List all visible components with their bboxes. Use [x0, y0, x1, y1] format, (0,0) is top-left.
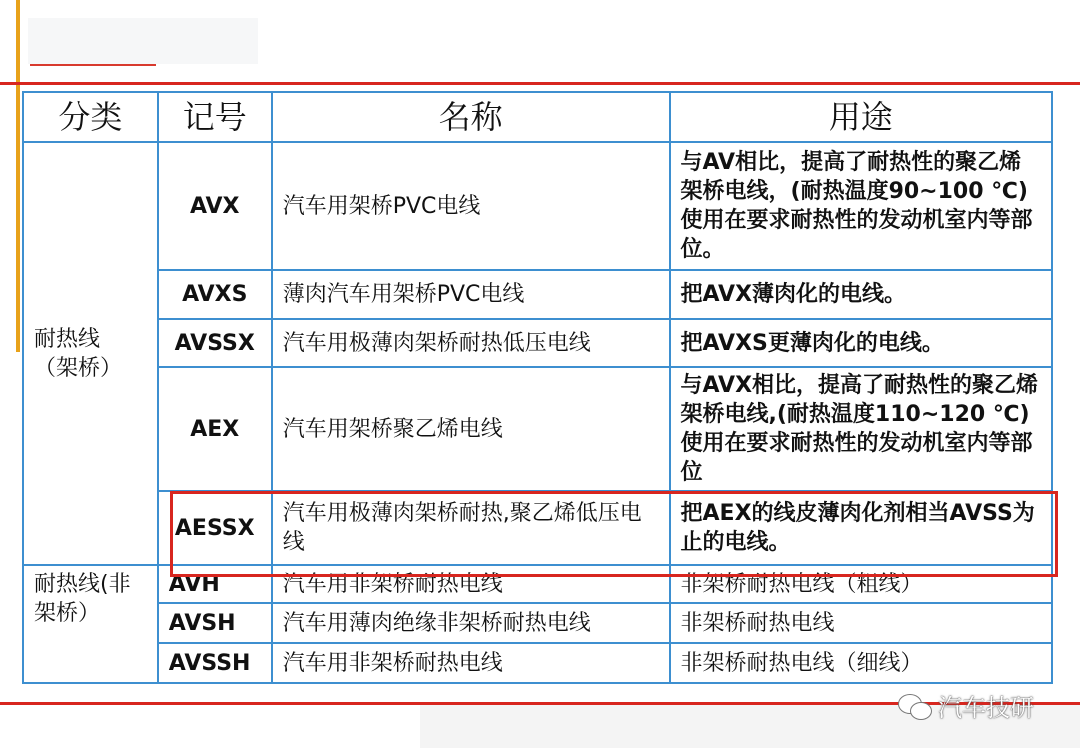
row-use: 与AVX相比，提高了耐热性的聚乙烯架桥电线,(耐热温度110~120 ℃)使用在要求耐热性的发动机室内等部位 [670, 367, 1052, 491]
header-use: 用途 [670, 92, 1052, 142]
header-code: 记号 [158, 92, 272, 142]
row-use: 非架桥耐热电线 [670, 603, 1052, 643]
table-row-highlighted [23, 491, 1052, 565]
decorative-top-red-line [0, 82, 1080, 85]
row-use: 与AV相比，提高了耐热性的聚乙烯架桥电线，(耐热温度90~100 ℃)使用在要求耐热性的发动机室内等部位。 [670, 142, 1052, 270]
row-code: AVSSH [158, 643, 272, 683]
table-row [23, 142, 1052, 270]
watermark-text: 汽车技研 [938, 694, 1034, 722]
wire-types-table [22, 91, 1053, 684]
title-placeholder-box [28, 18, 258, 64]
row-code: AESSX [158, 491, 272, 565]
row-name: 汽车用非架桥耐热电线 [272, 643, 670, 683]
table-row [23, 565, 1052, 603]
row-use: 非架桥耐热电线（粗线） [670, 565, 1052, 603]
row-use: 把AVXS更薄肉化的电线。 [670, 319, 1052, 367]
table-row [23, 270, 1052, 319]
row-code: AVXS [158, 270, 272, 319]
row-name: 汽车用非架桥耐热电线 [272, 565, 670, 603]
row-name: 汽车用极薄肉架桥耐热,聚乙烯低压电线 [272, 491, 670, 565]
wechat-icon [898, 692, 932, 720]
category-cross-linked: 耐热线 （架桥） [23, 142, 158, 565]
row-name: 汽车用极薄肉架桥耐热低压电线 [272, 319, 670, 367]
watermark [898, 688, 1034, 723]
row-code: AVSSX [158, 319, 272, 367]
row-name: 薄肉汽车用架桥PVC电线 [272, 270, 670, 319]
category-non-cross-linked: 耐热线(非 架桥） [23, 565, 158, 683]
row-use: 把AVX薄肉化的电线。 [670, 270, 1052, 319]
header-name: 名称 [272, 92, 670, 142]
row-name: 汽车用薄肉绝缘非架桥耐热电线 [272, 603, 670, 643]
row-code: AVH [158, 565, 272, 603]
table-row [23, 367, 1052, 491]
table-row [23, 319, 1052, 367]
row-use: 把AEX的线皮薄肉化剂相当AVSS为止的电线。 [670, 491, 1052, 565]
row-code: AVX [158, 142, 272, 270]
table-row [23, 603, 1052, 643]
row-name: 汽车用架桥聚乙烯电线 [272, 367, 670, 491]
row-use: 非架桥耐热电线（细线） [670, 643, 1052, 683]
table-row [23, 643, 1052, 683]
table-header-row [23, 92, 1052, 142]
decorative-vertical-line [16, 0, 20, 352]
row-code: AEX [158, 367, 272, 491]
header-category: 分类 [23, 92, 158, 142]
decorative-short-red-line [30, 64, 156, 66]
row-name: 汽车用架桥PVC电线 [272, 142, 670, 270]
row-code: AVSH [158, 603, 272, 643]
